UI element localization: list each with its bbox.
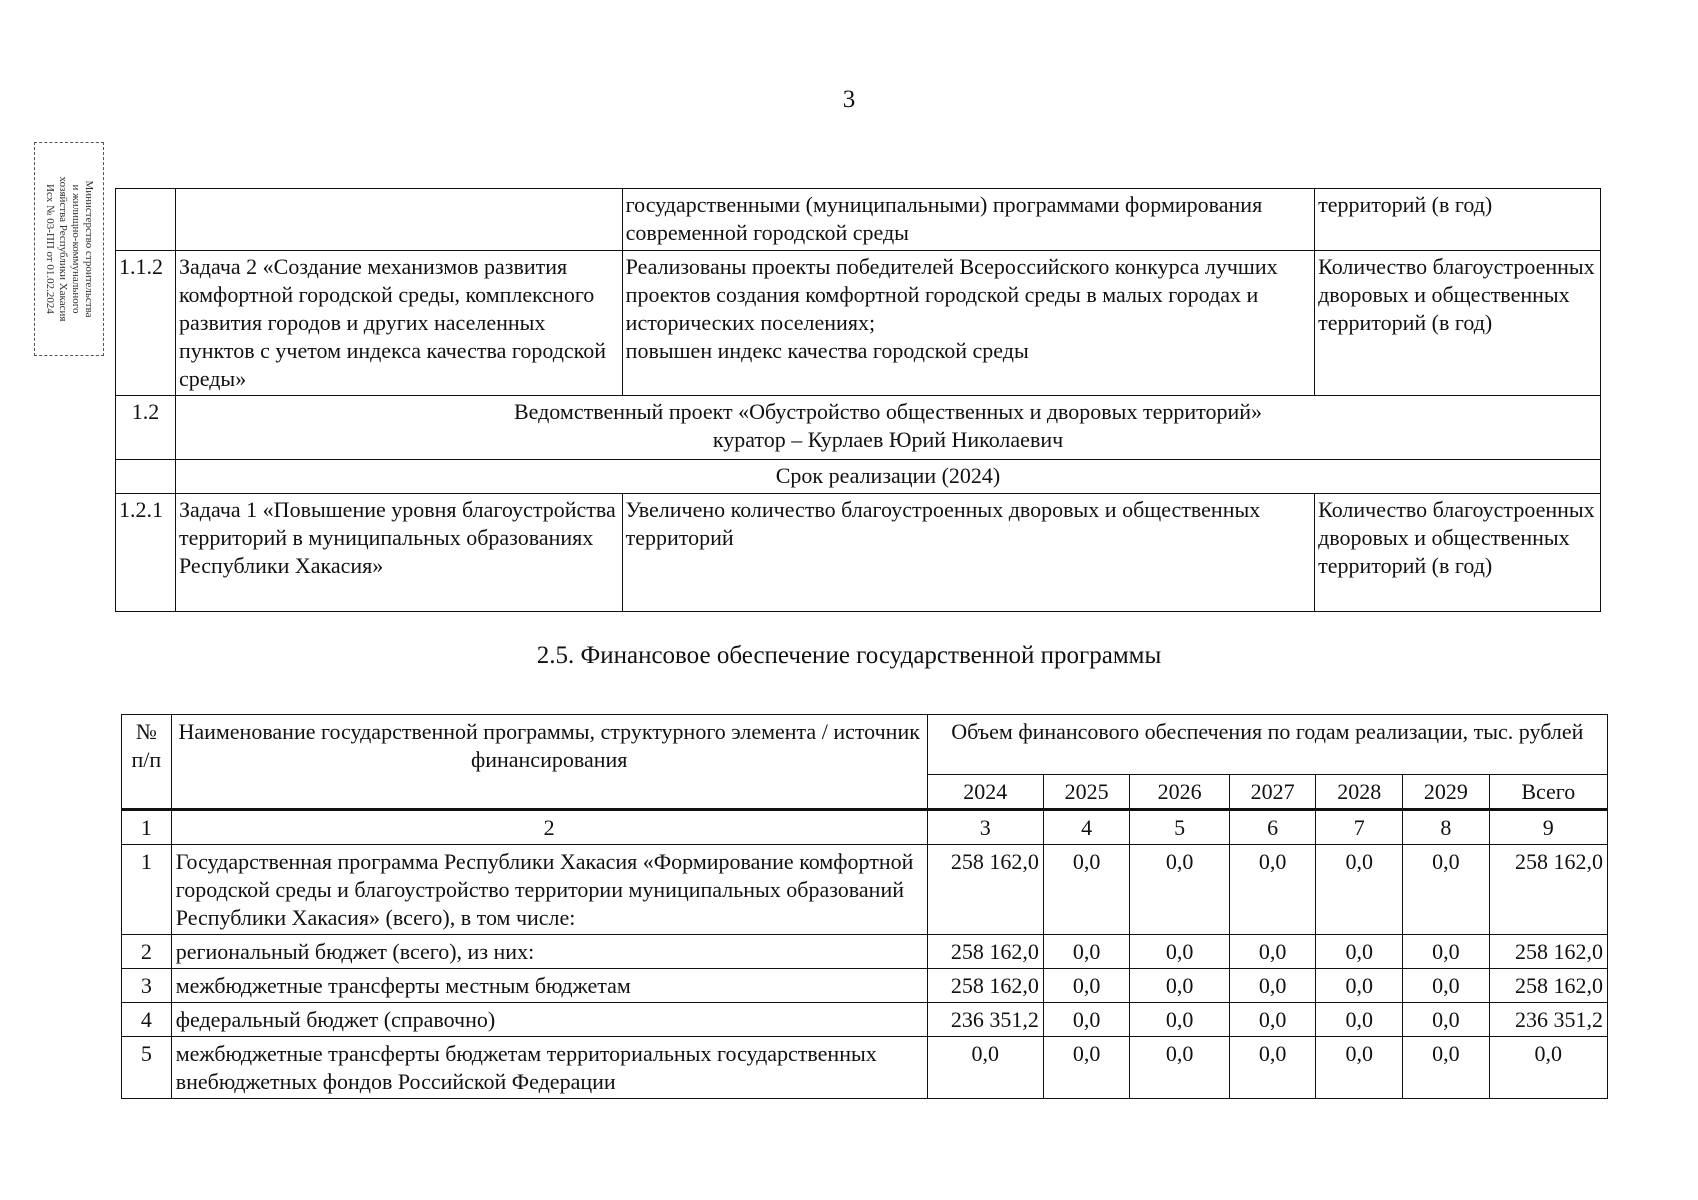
indicator-cell: Количество благоустроенных дворовых и общественных территорий (в год) xyxy=(1315,494,1601,612)
header-year: 2025 xyxy=(1043,775,1130,810)
result-line: Реализованы проекты победителей Всероссийского конкурса лучших проектов создания комфортной городской среды в малых городах и исторических поселениях; xyxy=(625,254,1278,335)
row-name: региональный бюджет (всего), из них: xyxy=(171,935,927,969)
row-number xyxy=(116,189,176,251)
empty-cell xyxy=(116,460,176,494)
value-cell: 0,0 xyxy=(1130,969,1229,1003)
value-cell: 0,0 xyxy=(1130,845,1229,935)
header-total: Всего xyxy=(1489,775,1607,810)
value-cell: 0,0 xyxy=(1229,969,1316,1003)
value-cell: 0,0 xyxy=(1043,935,1130,969)
index-cell: 2 xyxy=(171,810,927,845)
row-number: 4 xyxy=(122,1003,172,1037)
value-cell: 0,0 xyxy=(1043,845,1130,935)
value-cell: 258 162,0 xyxy=(1489,935,1607,969)
header-row xyxy=(122,715,1608,775)
value-cell: 0,0 xyxy=(1403,845,1490,935)
tasks-table xyxy=(115,188,1601,612)
value-cell: 0,0 xyxy=(1229,845,1316,935)
value-cell: 0,0 xyxy=(927,1037,1043,1099)
value-cell: 0,0 xyxy=(1043,969,1130,1003)
table-row xyxy=(122,1037,1608,1099)
table-row xyxy=(122,935,1608,969)
row-name: межбюджетные трансферты местным бюджетам xyxy=(171,969,927,1003)
index-cell: 4 xyxy=(1043,810,1130,845)
value-cell: 0,0 xyxy=(1489,1037,1607,1099)
task-cell: Задача 2 «Создание механизмов развития комфортной городской среды, комплексного развития городов и других населенных пунктов с учетом индекса качества городской среды» xyxy=(175,251,622,396)
value-cell: 0,0 xyxy=(1316,935,1403,969)
term-cell: Срок реализации (2024) xyxy=(175,460,1600,494)
value-cell: 0,0 xyxy=(1229,1003,1316,1037)
value-cell: 0,0 xyxy=(1403,935,1490,969)
value-cell: 258 162,0 xyxy=(927,845,1043,935)
result-cell: Увеличено количество благоустроенных дворовых и общественных территорий xyxy=(622,494,1314,612)
table-row xyxy=(122,1003,1608,1037)
row-number: 2 xyxy=(122,935,172,969)
value-cell: 0,0 xyxy=(1403,1037,1490,1099)
stamp-line: и жилищно-коммунального xyxy=(70,184,82,314)
section-title: 2.5. Финансовое обеспечение государственной программы xyxy=(536,642,1162,669)
value-cell: 0,0 xyxy=(1316,1003,1403,1037)
value-cell: 0,0 xyxy=(1316,1037,1403,1099)
task-cell: Задача 1 «Повышение уровня благоустройства территорий в муниципальных образованиях Республики Хакасия» xyxy=(175,494,622,612)
project-row xyxy=(116,396,1601,460)
value-cell: 0,0 xyxy=(1403,1003,1490,1037)
header-year: 2027 xyxy=(1229,775,1316,810)
row-number: 5 xyxy=(122,1037,172,1099)
result-line: повышен индекс качества городской среды xyxy=(625,338,1029,363)
value-cell: 258 162,0 xyxy=(927,969,1043,1003)
table-row xyxy=(116,494,1601,612)
header-year: 2026 xyxy=(1130,775,1229,810)
index-cell: 3 xyxy=(927,810,1043,845)
header-year: 2028 xyxy=(1316,775,1403,810)
header-number: № п/п xyxy=(122,715,172,810)
stamp-line: хозяйства Республики Хакасия xyxy=(57,176,69,322)
value-cell: 258 162,0 xyxy=(1489,969,1607,1003)
index-cell: 6 xyxy=(1229,810,1316,845)
value-cell: 236 351,2 xyxy=(1489,1003,1607,1037)
header-volume: Объем финансового обеспечения по годам реализации, тыс. рублей xyxy=(927,715,1607,775)
indicator-cell: Количество благоустроенных дворовых и общественных территорий (в год) xyxy=(1315,251,1601,396)
row-name: федеральный бюджет (справочно) xyxy=(171,1003,927,1037)
row-number: 1.1.2 xyxy=(116,251,176,396)
row-number: 3 xyxy=(122,969,172,1003)
indicator-cell: территорий (в год) xyxy=(1315,189,1601,251)
registration-stamp xyxy=(34,142,104,356)
row-number: 1.2 xyxy=(116,396,176,460)
stamp-text xyxy=(43,147,95,352)
row-name: межбюджетные трансферты бюджетам территориальных государственных внебюджетных фондов Российской Федерации xyxy=(171,1037,927,1099)
stamp-line: Министерство строительства xyxy=(83,180,95,318)
finance-table xyxy=(121,714,1608,1099)
term-row xyxy=(116,460,1601,494)
row-name: Государственная программа Республики Хакасия «Формирование комфортной городской среды и благоустройство территории муниципальных образований Республики Хакасия» (всего), в том числе: xyxy=(171,845,927,935)
project-title: Ведомственный проект «Обустройство общественных и дворовых территорий» xyxy=(513,399,1262,424)
index-cell: 5 xyxy=(1130,810,1229,845)
index-cell: 1 xyxy=(122,810,172,845)
table-row xyxy=(116,189,1601,251)
table-row xyxy=(122,969,1608,1003)
task-cell xyxy=(175,189,622,251)
value-cell: 236 351,2 xyxy=(927,1003,1043,1037)
page-number: 3 xyxy=(842,86,856,113)
value-cell: 0,0 xyxy=(1229,935,1316,969)
value-cell: 0,0 xyxy=(1316,969,1403,1003)
value-cell: 0,0 xyxy=(1229,1037,1316,1099)
value-cell: 0,0 xyxy=(1130,1003,1229,1037)
header-name: Наименование государственной программы, структурного элемента / источник финансирования xyxy=(171,715,927,810)
stamp-line: Исх № 03-ПП от 01.02.2024 xyxy=(44,184,56,314)
table-row xyxy=(122,845,1608,935)
value-cell: 0,0 xyxy=(1130,1037,1229,1099)
value-cell: 0,0 xyxy=(1043,1003,1130,1037)
value-cell: 0,0 xyxy=(1316,845,1403,935)
value-cell: 0,0 xyxy=(1043,1037,1130,1099)
index-cell: 7 xyxy=(1316,810,1403,845)
value-cell: 0,0 xyxy=(1130,935,1229,969)
result-cell xyxy=(622,251,1314,396)
project-cell xyxy=(175,396,1600,460)
header-year: 2024 xyxy=(927,775,1043,810)
table-row xyxy=(116,251,1601,396)
project-curator: куратор – Курлаев Юрий Николаевич xyxy=(712,427,1064,452)
value-cell: 258 162,0 xyxy=(927,935,1043,969)
row-number: 1 xyxy=(122,845,172,935)
header-year: 2029 xyxy=(1403,775,1490,810)
value-cell: 0,0 xyxy=(1403,969,1490,1003)
result-cell: государственными (муниципальными) программами формирования современной городской среды xyxy=(622,189,1314,251)
value-cell: 258 162,0 xyxy=(1489,845,1607,935)
row-number: 1.2.1 xyxy=(116,494,176,612)
index-cell: 9 xyxy=(1489,810,1607,845)
index-row xyxy=(122,810,1608,845)
index-cell: 8 xyxy=(1403,810,1490,845)
